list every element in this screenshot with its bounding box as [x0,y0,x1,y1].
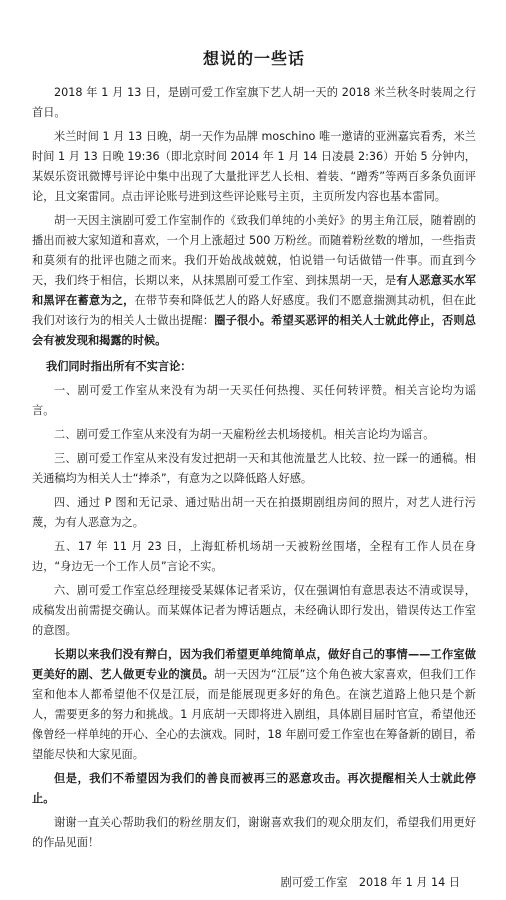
paragraph-background [32,211,476,351]
claim-item-6: 六、剧可爱工作室总经理接受某媒体记者采访，仅在强调怕有意思表达不清或误导，成稿发出前需提交确认。而某媒体记者为博话题点，未经确认即行发出，错误传达工作室的意图。 [32,584,476,637]
final-warning-lead: 但是， [54,772,90,785]
future-text: 胡一天因为“江辰”这个角色被大家喜欢，但我们工作室和他本人都希望他不仅是江辰，而是能展现更多好的角色。在演艺道路上他只是个新人，需要更多的努力和挑战。1 月底胡一天即将进入剧组，具体剧目届时官宣，希望他还像曾经一样单纯的开心、全心的去演戏。同时，18 年剧可爱工作室也在筹备新的剧目，希望能尽快和大家见面。 [32,668,476,761]
emphasis-malicious: 有人恶意买水军和黑评在蓄意为之， [32,274,476,307]
claim-item-5: 五、17 年 11 月 23 日，上海虹桥机场胡一天被粉丝围堵，全程有工作人员在身边，“身边无一个工作人员”言论不实。 [32,540,476,573]
claim-item-4: 四、通过 P 图和无记录、通过贴出胡一天在拍摄期剧组房间的照片，对艺人进行污蔑，为有人恶意为之。 [32,496,476,529]
false-claims-heading: 我们同时指出所有不实言论： [46,360,192,373]
paragraph-intro: 2018 年 1 月 13 日，是剧可爱工作室旗下艺人胡一天的 2018 米兰秋冬时装周之行首日。 [32,86,476,119]
signature: 剧可爱工作室 2018 年 1 月 14 日 [280,876,460,889]
final-warning-text: 我们不希望因为我们的善良而被再三的恶意攻击。再次提醒相关人士就此停止。 [32,772,476,805]
paragraph-thanks: 谢谢一直关心帮助我们的粉丝朋友们，谢谢喜欢我们的观众朋友们，希望我们用更好的作品见面！ [32,816,476,849]
claim-item-1: 一、剧可爱工作室从来没有为胡一天买任何热搜、买任何转评赞。相关言论均为谣言。 [32,384,476,417]
paragraph-future [32,645,476,765]
emphasis-goal: 长期以来我们没有辩白，因为我们希望更单纯简单点，做好自己的事情——工作室做更美好的剧、艺人做更专业的演员。 [32,648,476,681]
claim-item-3: 三、剧可爱工作室从来没有发过把胡一天和其他流量艺人比较、拉一踩一的通稿。相关通稿均为相关人士“捧杀”，有意为之以降低路人好感。 [32,452,476,485]
page-title: 想说的一些话 [202,49,305,68]
emphasis-warning: 圈子很小。希望买恶评的相关人士就此停止，否则总会有被发现和揭露的时候。 [32,314,476,347]
background-text: 胡一天因主演剧可爱工作室制作的《致我们单纯的小美好》的男主角江辰，随着剧的播出而被大家知道和喜欢，一个月上涨超过 500 万粉丝。而随着粉丝数的增加，一些指责和莫须有的批评也随之而来。我们开始战战兢兢，怕说错一句话做错一件事。而直到今天，我们终于相信，长期以来，从抹黑剧可爱工作室、到抹黑胡一天，是 [32,214,476,287]
background-text-cont: 在带节奏和降低艺人的路人好感度。我们不愿意揣测其动机，但在此我们对该行为的相关人士做出提醒： [32,294,476,327]
claim-item-2: 二、剧可爱工作室从来没有为胡一天雇粉丝去机场接机。相关言论均为谣言。 [54,428,435,441]
paragraph-final-warning [32,769,476,809]
paragraph-incident: 米兰时间 1 月 13 日晚，胡一天作为品牌 moschino 唯一邀请的亚洲嘉宾看秀，米兰时间 1 月 13 日晚 19:36（即北京时间 2014 年 1 月 14 日凌晨 2:36）开始 5 分钟内，某娱乐资讯微博号评论中集中出现了大量批评艺人长相、着装、“蹭秀”等两百多条负面评论，且文案雷同。点击评论账号进到这些评论账号主页，主页所发内容也基本雷同。 [32,130,476,203]
